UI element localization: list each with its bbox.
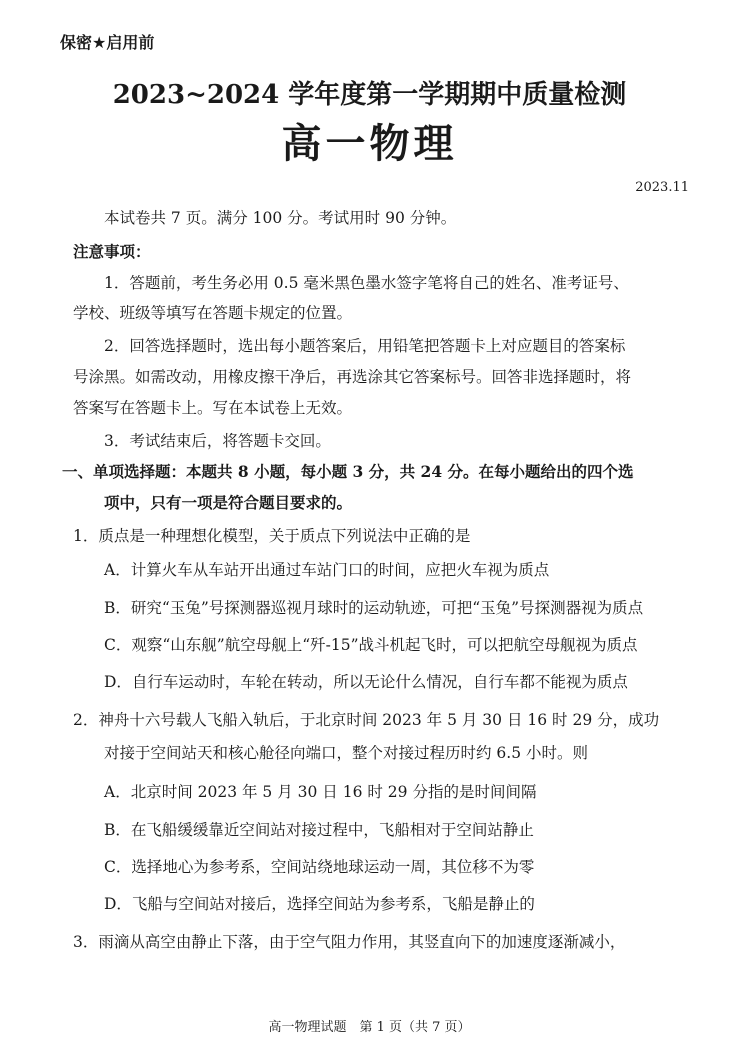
intro-text: 本试卷共 7 页。满分 100 分。考试用时 90 分钟。	[104, 209, 457, 227]
notice-item-1-line-1: 1．答题前，考生务必用 0.5 毫米黑色墨水签字笔将自己的姓名、准考证号、	[104, 274, 629, 292]
question-2-stem-line-1: 2．神舟十六号载人飞船入轨后，于北京时间 2023 年 5 月 30 日 16 时 29 分，成功	[73, 711, 660, 729]
question-2-stem-line-2: 对接于空间站天和核心舱径向端口，整个对接过程历时约 6.5 小时。则	[104, 744, 589, 762]
exam-date: 2023.11	[635, 180, 689, 195]
notice-item-2-line-2: 号涂黑。如需改动，用橡皮擦干净后，再选涂其它答案标号。回答非选择题时，将	[73, 368, 632, 386]
question-2-option-d: D．飞船与空间站对接后，选择空间站为参考系，飞船是静止的	[104, 895, 535, 913]
question-1-option-b: B．研究“玉兔”号探测器巡视月球时的运动轨迹，可把“玉兔”号探测器视为质点	[104, 599, 644, 617]
confidential-mark: 保密★启用前	[60, 33, 155, 52]
notice-item-3: 3．考试结束后，将答题卡交回。	[104, 432, 331, 450]
notice-item-2-line-3: 答案写在答题卡上。写在本试卷上无效。	[73, 399, 353, 417]
notice-item-2-line-1: 2．回答选择题时，选出每小题答案后，用铅笔把答题卡上对应题目的答案标	[104, 337, 626, 355]
question-1-option-c: C．观察“山东舰”航空母舰上“歼-15”战斗机起飞时，可以把航空母舰视为质点	[104, 636, 638, 654]
question-1-option-a: A．计算火车从车站开出通过车站门口的时间，应把火车视为质点	[104, 561, 550, 579]
question-2-option-a: A．北京时间 2023 年 5 月 30 日 16 时 29 分指的是时间间隔	[104, 783, 537, 801]
page-footer: 高一物理试题 第 1 页（共 7 页）	[268, 1020, 471, 1035]
question-2-option-c: C．选择地心为参考系，空间站绕地球运动一周，其位移不为零	[104, 858, 535, 876]
section-heading-line-1: 一、单项选择题：本题共 8 小题，每小题 3 分，共 24 分。在每小题给出的四个选	[62, 462, 634, 481]
subject-title: 高一物理	[281, 120, 458, 167]
exam-title: 2023~2024 学年度第一学期期中质量检测	[112, 80, 627, 110]
notice-heading: 注意事项：	[73, 242, 151, 261]
question-3-stem-line-1: 3．雨滴从高空由静止下落，由于空气阻力作用，其竖直向下的加速度逐渐减小，	[73, 933, 626, 951]
question-1-option-d: D．自行车运动时，车轮在转动，所以无论什么情况，自行车都不能视为质点	[104, 673, 628, 691]
notice-item-1-line-2: 学校、班级等填写在答题卡规定的位置。	[73, 304, 353, 322]
question-1-stem: 1．质点是一种理想化模型，关于质点下列说法中正确的是	[73, 527, 471, 545]
section-heading-line-2: 项中，只有一项是符合题目要求的。	[104, 493, 353, 512]
question-2-option-b: B．在飞船缓缓靠近空间站对接过程中，飞船相对于空间站静止	[104, 821, 534, 839]
